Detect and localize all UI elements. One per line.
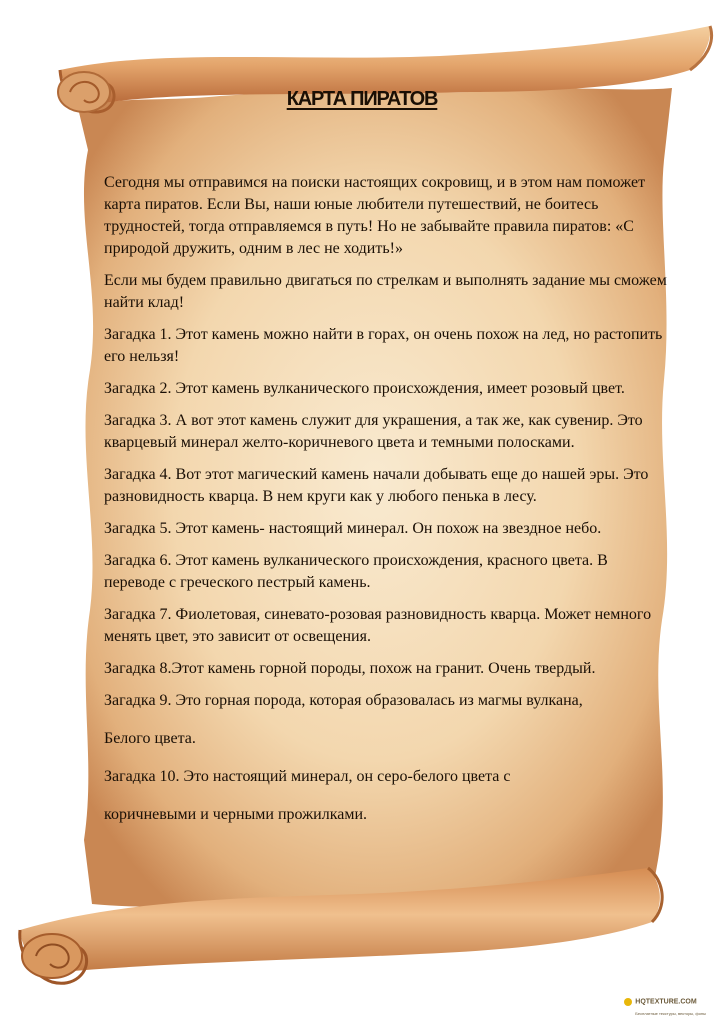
riddle-8: Загадка 8.Этот камень горной породы, похож на гранит. Очень твердый. xyxy=(104,660,596,677)
riddle-10: Загадка 10. Это настоящий минерал, он серо-белого цвета с xyxy=(104,768,511,785)
riddle-5: Загадка 5. Этот камень- настоящий минерал. Он похож на звездное небо. xyxy=(104,520,602,537)
instruction-paragraph: Если мы будем правильно двигаться по стрелкам и выполнять задание мы сможем найти клад! xyxy=(104,272,667,311)
bottom-roll-end xyxy=(22,934,82,978)
riddle-6: Загадка 6. Этот камень вулканического происхождения, красного цвета. В переводе с греческого пестрый камень. xyxy=(104,552,608,591)
riddle-9-continued: Белого цвета. xyxy=(104,730,196,747)
riddle-4: Загадка 4. Вот этот магический камень начали добывать еще до нашей эры. Это разновидность кварца. В нем круги как у любого пенька в лесу. xyxy=(104,466,649,505)
riddle-3: Загадка 3. А вот этот камень служит для украшения, а так же, как сувенир. Это кварцевый минерал желто-коричневого цвета и темными полосками. xyxy=(104,412,643,451)
riddle-1: Загадка 1. Этот камень можно найти в горах, он очень похож на лед, но растопить его нельзя! xyxy=(104,326,663,365)
riddle-7: Загадка 7. Фиолетовая, синевато-розовая разновидность кварца. Может немного менять цвет, это зависит от освещения. xyxy=(104,606,652,645)
watermark xyxy=(624,993,706,1016)
riddle-10-continued: коричневыми и черными прожилками. xyxy=(104,806,368,823)
watermark-tagline: Бесплатные текстуры, векторы, фоны xyxy=(635,1011,706,1016)
document-body xyxy=(104,172,670,836)
riddle-2: Загадка 2. Этот камень вулканического происхождения, имеет розовый цвет. xyxy=(104,380,625,397)
document-title: КАРТА ПИРАТОВ xyxy=(286,88,438,110)
riddle-9: Загадка 9. Это горная порода, которая образовалась из магмы вулкана, xyxy=(104,692,583,709)
intro-paragraph: Сегодня мы отправимся на поиски настоящих сокровищ, и в этом нам поможет карта пиратов. Если Вы, наши юные любители путешествий, не боитесь трудностей, тогда отправляемся в путь! Но не забывайте правила пиратов: «С природой дружить, одним в лес не ходить!» xyxy=(104,174,646,257)
watermark-logo-icon xyxy=(624,998,632,1006)
watermark-site: HQTEXTURE.COM xyxy=(635,998,697,1006)
